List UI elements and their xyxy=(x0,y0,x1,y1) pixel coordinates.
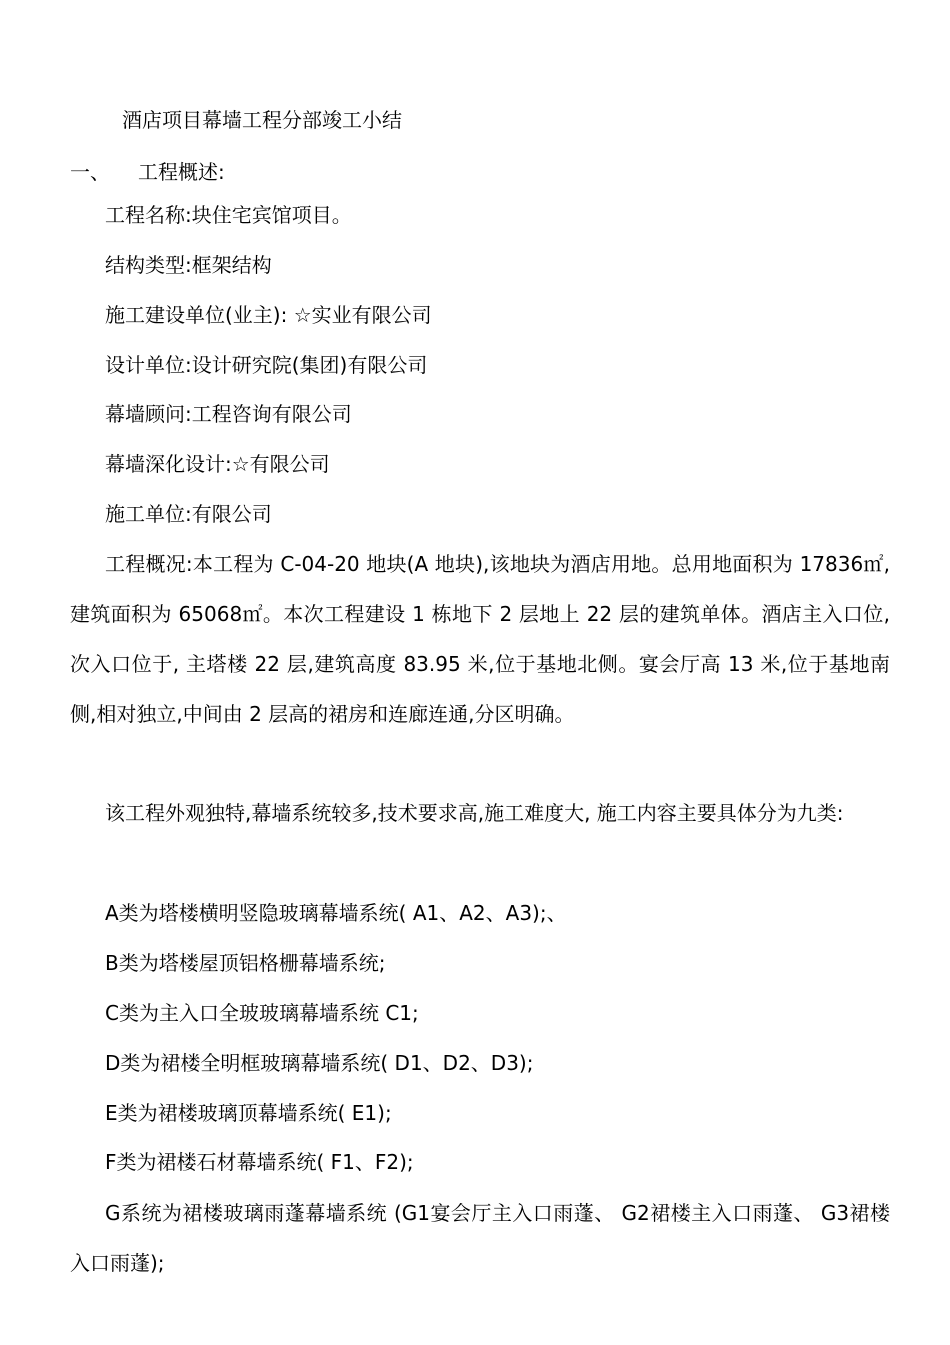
category-item-g: G系统为裙楼玻璃雨蓬幕墙系统 (G1宴会厅主入口雨蓬、 G2裙楼主入口雨蓬、 G3裙楼入口雨蓬); xyxy=(70,1201,890,1275)
scope-paragraph: 该工程外观独特,幕墙系统较多,技术要求高,施工难度大, 施工内容主要具体分为九类: xyxy=(105,801,844,825)
overview-paragraph: 工程概况:本工程为 C-04-20 地块(A 地块),该地块为酒店用地。总用地面积为 17836㎡,建筑面积为 65068㎡。本次工程建设 1 栋地下 2 层地上 22 层的建筑单体。酒店主入口位, 次入口位于, 主塔楼 22 层,建筑高度 83.95 米,位于基地北侧。宴会厅高 13 米,位于基地南侧,相对独立,中间由 2 层高的裙房和连廊连通,分区明确。 xyxy=(70,552,890,726)
section-title: 工程概述: xyxy=(138,160,225,184)
field-contractor: 施工单位:有限公司 xyxy=(105,502,272,526)
category-item-b: B类为塔楼屋顶铝格栅幕墙系统; xyxy=(105,951,386,975)
field-design-unit: 设计单位:设计研究院(集团)有限公司 xyxy=(105,353,428,377)
field-owner: 施工建设单位(业主): ☆实业有限公司 xyxy=(105,303,432,327)
field-structure-type: 结构类型:框架结构 xyxy=(105,253,272,277)
field-project-name: 工程名称:块住宅宾馆项目。 xyxy=(105,203,352,227)
category-item-f: F类为裙楼石材幕墙系统( F1、F2); xyxy=(105,1150,414,1174)
field-deep-design: 幕墙深化设计:☆有限公司 xyxy=(105,452,330,476)
document-title: 酒店项目幕墙工程分部竣工小结 xyxy=(122,108,402,132)
section-number: 一、 xyxy=(70,160,110,184)
field-consultant: 幕墙顾问:工程咨询有限公司 xyxy=(105,402,352,426)
category-item-a: A类为塔楼横明竖隐玻璃幕墙系统( A1、A2、A3);、 xyxy=(105,901,567,925)
category-item-c: C类为主入口全玻玻璃幕墙系统 C1; xyxy=(105,1001,419,1025)
category-item-e: E类为裙楼玻璃顶幕墙系统( E1); xyxy=(105,1101,392,1125)
category-item-d: D类为裙楼全明框玻璃幕墙系统( D1、D2、D3); xyxy=(105,1051,534,1075)
